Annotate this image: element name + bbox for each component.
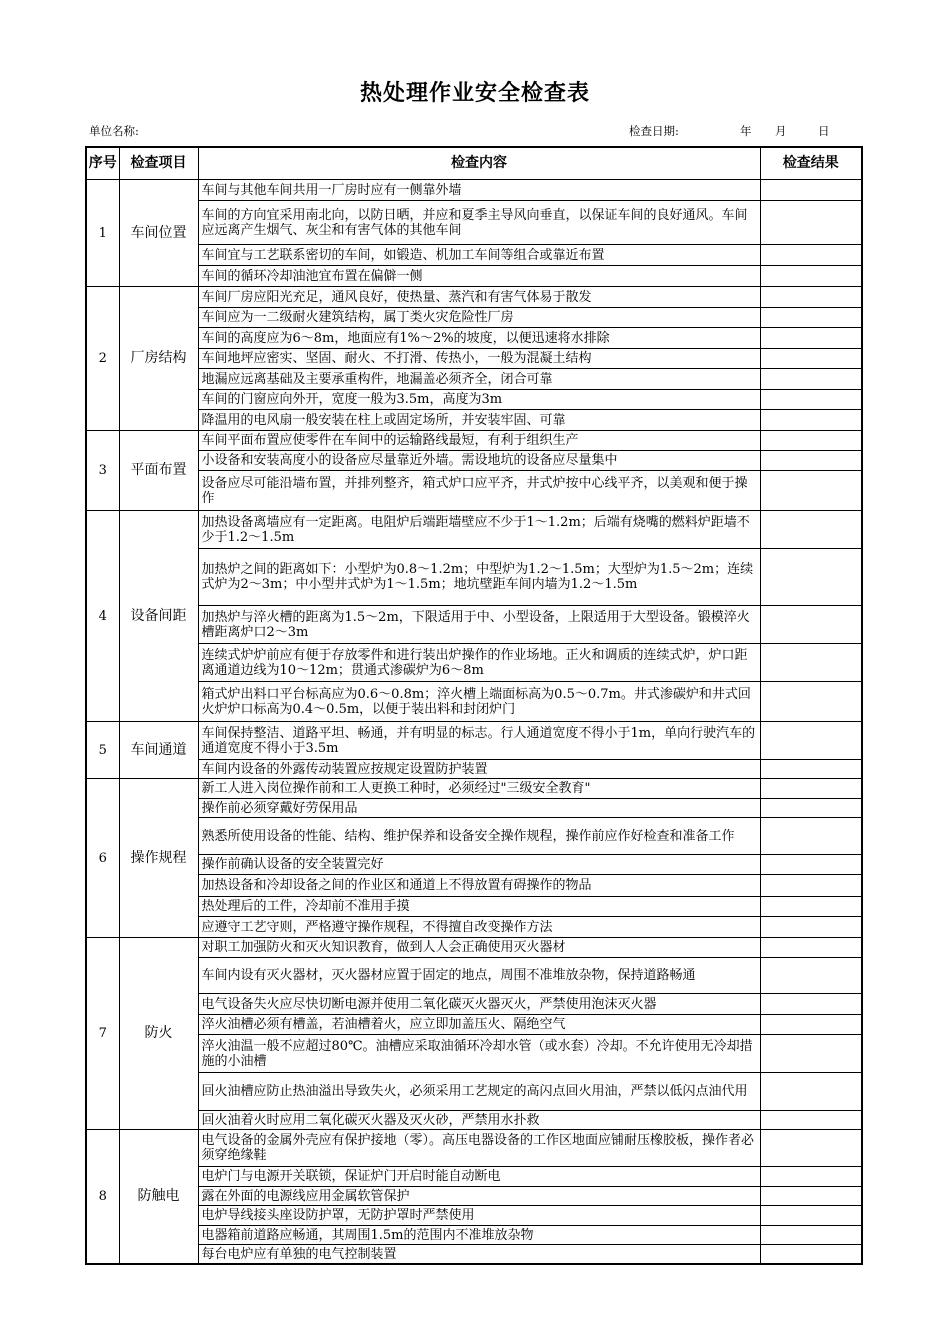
table-row: [86, 308, 862, 328]
result-cell[interactable]: [760, 799, 862, 818]
content-cell: [198, 328, 760, 349]
table-row: [86, 1130, 862, 1167]
inspection-content: 车间平面布置应使零件在车间中的运输路线最短，有利于组织生产: [201, 433, 579, 448]
inspection-content: 加热设备离墙应有一定距离。电阻炉后端距墙壁应不少于1～1.2m；后端有烧嘴的燃料炉距墙不少于1.2～1.5m: [201, 514, 750, 545]
table-row: [86, 390, 862, 410]
table-row: [86, 682, 862, 722]
section-number: 8: [86, 1130, 119, 1265]
result-cell[interactable]: [760, 180, 862, 201]
content-cell: [198, 1130, 760, 1167]
result-cell[interactable]: [760, 201, 862, 245]
content-cell: [198, 855, 760, 875]
content-cell: [198, 606, 760, 644]
table-row: [86, 201, 862, 245]
inspection-content: 加热设备和冷却设备之间的作业区和通道上不得放置有碍操作的物品: [201, 878, 592, 893]
content-cell: [198, 308, 760, 328]
result-cell[interactable]: [760, 994, 862, 1015]
content-cell: [198, 1187, 760, 1206]
inspection-content: 回火油槽应防止热油溢出导致失火，必须采用工艺规定的高闪点回火用油，严禁以低闪点油代用: [201, 1084, 748, 1099]
content-cell: [198, 958, 760, 994]
inspection-content: 设备应尽可能沿墙布置，并排列整齐，箱式炉口应平齐，井式炉按中心线平齐，以美观和便于操作: [201, 475, 748, 506]
result-cell[interactable]: [760, 1167, 862, 1187]
table-row: [86, 431, 862, 451]
content-cell: [198, 1167, 760, 1187]
result-cell[interactable]: [760, 1226, 862, 1245]
page-title: 热处理作业安全检查表: [359, 81, 590, 106]
table-row: [86, 1206, 862, 1226]
table-row: [86, 451, 862, 471]
content-cell: [198, 287, 760, 308]
table-row: [86, 1187, 862, 1206]
inspection-content: 车间的循环冷却油池宜布置在偏僻一侧: [201, 268, 423, 284]
result-cell[interactable]: [760, 682, 862, 722]
content-cell: [198, 994, 760, 1015]
table-row: [86, 994, 862, 1015]
result-cell[interactable]: [760, 1130, 862, 1167]
table-row: [86, 180, 862, 201]
table-row: [86, 349, 862, 369]
inspection-content: 加热炉与淬火槽的距离为1.5～2m，下限适用于中、小型设备，上限适用于大型设备。锻模淬火槽距离炉口2～3m: [201, 609, 750, 640]
result-cell[interactable]: [760, 369, 862, 390]
inspection-content: 车间宜与工艺联系密切的车间，如锻造、机加工车间等组合或靠近布置: [201, 247, 605, 263]
header-no: 序号: [86, 147, 119, 180]
table-row: [86, 328, 862, 349]
inspection-item: 防触电: [119, 1130, 198, 1265]
inspection-content: 电炉门与电源开关联锁，保证炉门开启时能自动断电: [201, 1169, 501, 1184]
inspection-content: 露在外面的电源线应用金属软管保护: [201, 1188, 410, 1204]
inspection-item: 平面布置: [119, 431, 198, 511]
inspection-content: 车间的门窗应向外开，宽度一般为3.5m，高度为3m: [201, 392, 503, 407]
result-cell[interactable]: [760, 855, 862, 875]
header-item: 检查项目: [119, 147, 198, 180]
table-row: [86, 1226, 862, 1245]
content-cell: [198, 511, 760, 549]
content-cell: [198, 682, 760, 722]
table-row: [86, 1015, 862, 1035]
inspection-content: 电器箱前道路应畅通，其周围1.5m的范围内不准堆放杂物: [201, 1227, 534, 1243]
table-row: [86, 1035, 862, 1073]
section-number: 1: [86, 180, 119, 287]
table-row: [86, 958, 862, 994]
inspection-content: 地漏应远离基础及主要承重构件，地漏盖必须齐全，闭合可靠: [201, 371, 553, 387]
table-header-row: [86, 147, 862, 180]
table-row: [86, 917, 862, 938]
table-row: [86, 549, 862, 606]
content-cell: [198, 349, 760, 369]
result-cell[interactable]: [760, 606, 862, 644]
result-cell[interactable]: [760, 1015, 862, 1035]
section-number: 5: [86, 722, 119, 779]
table-row: [86, 410, 862, 431]
table-row: [86, 818, 862, 855]
table-row: [86, 644, 862, 682]
section-number: 4: [86, 511, 119, 722]
result-cell[interactable]: [760, 958, 862, 994]
result-cell[interactable]: [760, 549, 862, 606]
inspection-content: 车间的高度应为6～8m，地面应有1%～2%的坡度，以便迅速将水排除: [201, 330, 610, 346]
table-row: [86, 897, 862, 917]
month-label: 月: [775, 124, 787, 138]
inspection-content: 操作前确认设备的安全装置完好: [201, 857, 384, 872]
result-cell[interactable]: [760, 308, 862, 328]
table-row: [86, 875, 862, 897]
section-number: 7: [86, 938, 119, 1130]
header-result: 检查结果: [760, 147, 862, 180]
table-row: [86, 245, 862, 266]
table-row: [86, 606, 862, 644]
inspection-content: 淬火油槽必须有槽盖，若油槽着火，应立即加盖压火、隔绝空气: [201, 1017, 566, 1032]
content-cell: [198, 644, 760, 682]
table-row: [86, 779, 862, 799]
inspection-content: 淬火油温一般不应超过80℃。油槽应采取油循环冷却水管（或水套）冷却。不允许使用无冷却措施的小油槽: [201, 1038, 753, 1069]
section-number: 2: [86, 287, 119, 431]
inspection-content: 车间的方向宜采用南北向，以防日晒，并应和夏季主导风向垂直，以保证车间的良好通风。车间应远离产生烟气、灰尘和有害气体的其他车间: [201, 207, 748, 238]
result-cell[interactable]: [760, 818, 862, 855]
content-cell: [198, 266, 760, 287]
content-cell: [198, 471, 760, 511]
content-cell: [198, 1015, 760, 1035]
inspection-item: 车间通道: [119, 722, 198, 779]
inspection-content: 箱式炉出料口平台标高应为0.6～0.8m；淬火槽上端面标高为0.5～0.7m。井式渗碳炉和井式回火炉炉口标高为0.4～0.5m，以便于装出料和封闭炉门: [201, 686, 751, 717]
inspection-date-label: 检查日期:: [629, 124, 679, 138]
inspection-content: 加热炉之间的距离如下：小型炉为0.8～1.2m；中型炉为1.2～1.5m；大型炉为1.5～2m；连续式炉为2～3m；中小型井式炉为1～1.5m；地坑壁距车间内墙为1.2～1.5m: [201, 562, 754, 592]
content-cell: [198, 1226, 760, 1245]
content-cell: [198, 1245, 760, 1265]
content-cell: [198, 938, 760, 958]
result-cell[interactable]: [760, 390, 862, 410]
result-cell[interactable]: [760, 1187, 862, 1206]
content-cell: [198, 390, 760, 410]
inspection-content: 每台电炉应有单独的电气控制装置: [201, 1246, 397, 1262]
content-cell: [198, 799, 760, 818]
result-cell[interactable]: [760, 875, 862, 897]
table-row: [86, 1073, 862, 1111]
inspection-content: 对职工加强防火和灭火知识教育，做到人人会正确使用灭火器材: [201, 940, 566, 955]
inspection-content: 操作前必须穿戴好劳保用品: [201, 800, 358, 816]
table-row: [86, 760, 862, 779]
result-cell[interactable]: [760, 1111, 862, 1130]
content-cell: [198, 760, 760, 779]
table-row: [86, 938, 862, 958]
result-cell[interactable]: [760, 451, 862, 471]
result-cell[interactable]: [760, 410, 862, 431]
table-row: [86, 511, 862, 549]
inspection-item: 厂房结构: [119, 287, 198, 431]
inspection-content: 小设备和安装高度小的设备应尽量靠近外墙。需设地坑的设备应尽量集中: [201, 453, 618, 468]
result-cell[interactable]: [760, 760, 862, 779]
table-row: [86, 369, 862, 390]
section-number: 6: [86, 779, 119, 938]
table-row: [86, 287, 862, 308]
result-cell[interactable]: [760, 917, 862, 938]
inspection-content: 应遵守工艺守则，严格遵守操作规程，不得擅自改变操作方法: [201, 919, 553, 935]
result-cell[interactable]: [760, 1206, 862, 1226]
content-cell: [198, 180, 760, 201]
content-cell: [198, 410, 760, 431]
inspection-content: 车间与其他车间共用一厂房时应有一侧靠外墙: [201, 182, 462, 198]
content-cell: [198, 1073, 760, 1111]
result-cell[interactable]: [760, 511, 862, 549]
inspection-content: 电气设备的金属外壳应有保护接地（零）。高压电器设备的工作区地面应铺耐压橡胶板，操作者必须穿绝缘鞋: [201, 1133, 755, 1163]
result-cell[interactable]: [760, 779, 862, 799]
table-row: [86, 471, 862, 511]
header-content: 检查内容: [198, 147, 760, 180]
table-row: [86, 266, 862, 287]
table-body: [86, 180, 862, 1265]
inspection-content: 车间厂房应阳光充足，通风良好，使热量、蒸汽和有害气体易于散发: [201, 289, 592, 305]
inspection-content: 熟悉所使用设备的性能、结构、维护保养和设备安全操作规程，操作前应作好检查和准备工作: [201, 828, 735, 844]
result-cell[interactable]: [760, 1245, 862, 1265]
inspection-item: 操作规程: [119, 779, 198, 938]
content-cell: [198, 1111, 760, 1130]
content-cell: [198, 549, 760, 606]
inspection-content: 热处理后的工件，冷却前不准用手摸: [201, 899, 410, 914]
result-cell[interactable]: [760, 328, 862, 349]
result-cell[interactable]: [760, 349, 862, 369]
result-cell[interactable]: [760, 897, 862, 917]
table-row: [86, 799, 862, 818]
result-cell[interactable]: [760, 471, 862, 511]
section-number: 3: [86, 431, 119, 511]
content-cell: [198, 431, 760, 451]
inspection-content: 车间应为一二级耐火建筑结构，属丁类火灾危险性厂房: [201, 310, 514, 325]
inspection-content: 新工人进入岗位操作前和工人更换工种时，必须经过"三级安全教育": [201, 781, 591, 796]
content-cell: [198, 1206, 760, 1226]
inspection-content: 连续式炉炉前应有便于存放零件和进行装出炉操作的作业场地。正火和调质的连续式炉，炉口距离通道边线为10～12m；贯通式渗碳炉为6～8m: [201, 647, 748, 678]
content-cell: [198, 245, 760, 266]
result-cell[interactable]: [760, 938, 862, 958]
result-cell[interactable]: [760, 431, 862, 451]
inspection-content: 车间内设备的外露传动装置应按规定设置防护装置: [201, 761, 488, 777]
inspection-content: 电炉导线接头座设防护罩，无防护罩时严禁使用: [201, 1208, 475, 1223]
table-row: [86, 1111, 862, 1130]
result-cell[interactable]: [760, 644, 862, 682]
table-row: [86, 1167, 862, 1187]
inspection-content: 电气设备失火应尽快切断电源并使用二氧化碳灭火器灭火，严禁使用泡沫灭火器: [201, 996, 657, 1012]
inspection-item: 设备间距: [119, 511, 198, 722]
table-row: [86, 1245, 862, 1265]
result-cell[interactable]: [760, 245, 862, 266]
result-cell[interactable]: [760, 722, 862, 760]
result-cell[interactable]: [760, 266, 862, 287]
day-label: 日: [818, 124, 830, 138]
content-cell: [198, 917, 760, 938]
result-cell[interactable]: [760, 287, 862, 308]
inspection-content: 车间地坪应密实、坚固、耐火、不打滑、传热小，一般为混凝土结构: [201, 351, 592, 366]
safety-checklist-table: [85, 146, 863, 1265]
content-cell: [198, 818, 760, 855]
table-row: [86, 722, 862, 760]
result-cell[interactable]: [760, 1035, 862, 1073]
unit-name-label: 单位名称:: [89, 124, 139, 138]
inspection-content: 车间内设有灭火器材，灭火器材应置于固定的地点，周围不准堆放杂物，保持道路畅通: [201, 968, 696, 983]
table-row: [86, 855, 862, 875]
content-cell: [198, 1035, 760, 1073]
content-cell: [198, 201, 760, 245]
year-label: 年: [740, 124, 752, 138]
content-cell: [198, 779, 760, 799]
result-cell[interactable]: [760, 1073, 862, 1111]
content-cell: [198, 875, 760, 897]
inspection-content: 回火油着火时应用二氧化碳灭火器及灭火砂，严禁用水扑救: [201, 1112, 540, 1128]
content-cell: [198, 897, 760, 917]
inspection-content: 车间保持整洁、道路平坦、畅通，并有明显的标志。行人通道宽度不得小于1m，单向行驶汽车的通道宽度不得小于3.5m: [201, 725, 756, 756]
content-cell: [198, 722, 760, 760]
inspection-item: 防火: [119, 938, 198, 1130]
content-cell: [198, 451, 760, 471]
content-cell: [198, 369, 760, 390]
inspection-content: 降温用的电风扇一般安装在柱上或固定场所，并安装牢固、可靠: [201, 412, 566, 428]
inspection-item: 车间位置: [119, 180, 198, 287]
